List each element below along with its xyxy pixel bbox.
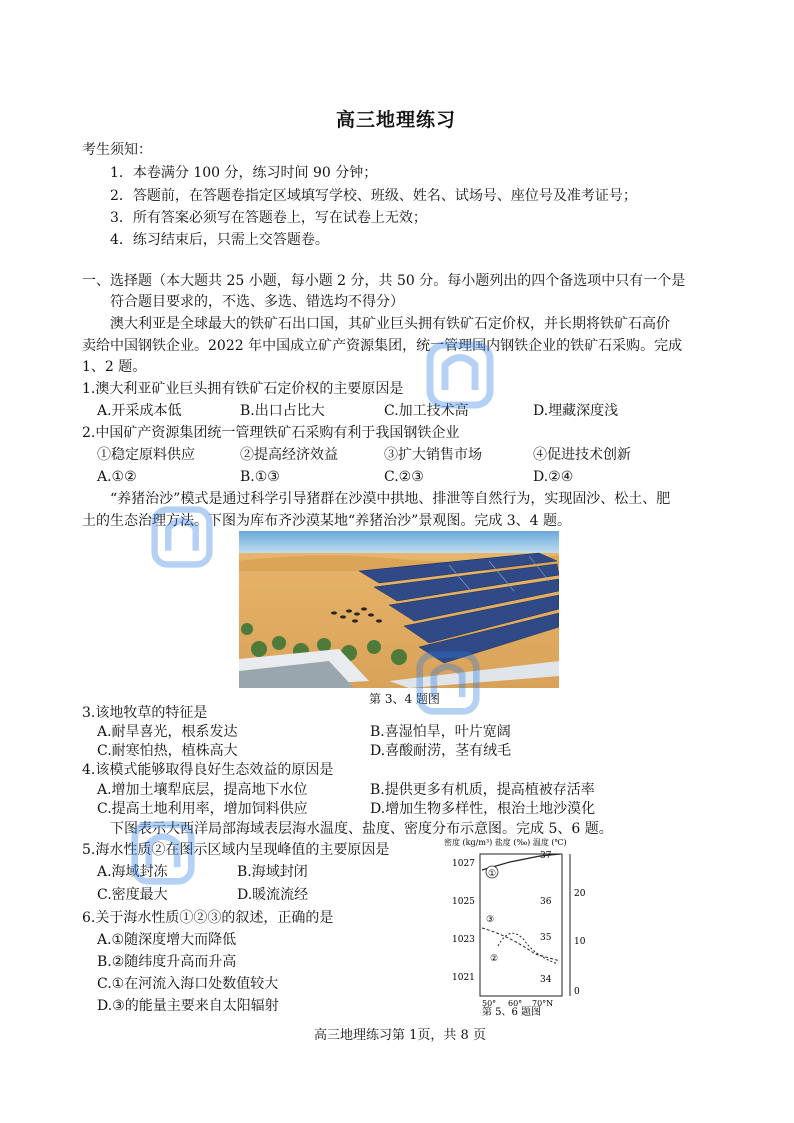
q1-option-b: B.出口占比大 <box>240 403 325 419</box>
q2-option-d: D.②④ <box>533 469 574 485</box>
q5-stem: 5.海水性质②在图示区域内呈现峰值的主要原因是 <box>82 842 390 858</box>
q2-item-2: ②提高经济效益 <box>240 447 338 463</box>
q2-option-c: C.②③ <box>384 469 424 485</box>
q1-option-a: A.开采成本低 <box>97 403 182 419</box>
tick-36: 36 <box>540 897 552 907</box>
tick-35: 35 <box>540 933 552 943</box>
section1-heading-cont: 符合题目要求的，不选、多选、错选均不得分） <box>110 294 404 310</box>
q4-stem: 4.该模式能够取得良好生态效益的原因是 <box>82 762 334 778</box>
q3-option-c: C.耐寒怕热，植株高大 <box>97 743 238 759</box>
tick-37: 37 <box>540 851 552 861</box>
temperature-ticks <box>574 889 586 997</box>
x-tick-60: 60° <box>508 999 523 1008</box>
notice-item-4: 4．练习结束后，只需上交答题卷。 <box>110 232 329 248</box>
q3-option-a: A.耐旱喜光，根系发达 <box>97 724 238 740</box>
photo-illustration <box>239 531 559 688</box>
q1-option-c: C.加工技术高 <box>384 403 469 419</box>
q3-option-d: D.喜酸耐涝，茎有绒毛 <box>370 743 512 759</box>
q4-option-a: A.增加土壤犁底层，提高地下水位 <box>97 782 308 798</box>
tick-1023: 1023 <box>452 935 475 945</box>
q5-option-a: A.海域封冻 <box>97 864 168 880</box>
q6-option-c: C.①在河流入海口处数值较大 <box>97 976 279 992</box>
fig-header: 密度 (kg/m³) 盐度 (‰) 温度 (℃) <box>444 838 567 847</box>
page-title: 高三地理练习 <box>336 109 457 131</box>
tick-10: 10 <box>574 937 586 947</box>
sea-properties-diagram <box>440 836 590 1016</box>
q1-stem: 1.澳大利亚矿业巨头拥有铁矿石定价权的主要原因是 <box>82 381 404 397</box>
tick-1025: 1025 <box>452 897 475 907</box>
figure-caption: 第 5、6 题图 <box>482 1007 542 1016</box>
q2-item-4: ④促进技术创新 <box>533 447 631 463</box>
q4-option-b: B.提供更多有机质，提高植被存活率 <box>370 782 595 798</box>
q6-stem: 6.关于海水性质①②③的叙述，正确的是 <box>82 910 334 926</box>
passage-1-line-2: 卖给中国钢铁企业。2022 年中国成立矿产资源集团，统一管理国内钢铁企业的铁矿石采购。完成 <box>82 338 683 354</box>
notice-item-3: 3．所有答案必须写在答题卷上，写在试卷上无效； <box>110 210 427 226</box>
tick-20: 20 <box>574 889 586 899</box>
page-footer: 高三地理练习第 1页，共 8 页 <box>314 1028 486 1043</box>
section1-heading: 一、选择题（本大题共 25 小题，每小题 2 分，共 50 分。每小题列出的四个备选项中只有一个是 <box>82 273 686 289</box>
notice-item-1: 1．本卷满分 100 分，练习时间 90 分钟； <box>110 165 378 181</box>
x-tick-50: 50° <box>482 999 497 1008</box>
q2-item-1: ①稳定原料供应 <box>97 447 195 463</box>
x-tick-70: 70°N <box>532 999 554 1008</box>
q1-option-d: D.埋藏深度浅 <box>533 403 619 419</box>
tick-34: 34 <box>540 975 552 985</box>
label-3: ③ <box>486 915 495 925</box>
passage-2-line-1: “养猪治沙”模式是通过科学引导猪群在沙漠中拱地、排泄等自然行为，实现固沙、松土、肥 <box>110 491 671 507</box>
label-2: ② <box>490 954 499 964</box>
q3-stem: 3.该地牧草的特征是 <box>82 705 208 721</box>
q2-stem: 2.中国矿产资源集团统一管理铁矿石采购有利于我国钢铁企业 <box>82 425 460 441</box>
q3-option-b: B.喜湿怕旱，叶片宽阔 <box>370 724 511 740</box>
q4-option-c: C.提高土地利用率，增加饲料供应 <box>97 801 308 817</box>
q6-option-d: D.③的能量主要来自太阳辐射 <box>97 998 279 1014</box>
density-ticks <box>452 859 475 983</box>
passage-3: 下图表示大西洋局部海域表层海水温度、盐度、密度分布示意图。完成 5、6 题。 <box>110 821 613 837</box>
q5-option-d: D.暖流流经 <box>237 887 309 903</box>
salinity-ticks <box>540 851 552 985</box>
q5-option-b: B.海域封闭 <box>237 864 308 880</box>
q6-option-a: A.①随深度增大而降低 <box>97 932 237 948</box>
passage-1-line-1: 澳大利亚是全球最大的铁矿石出口国，其矿业巨头拥有铁矿石定价权，并长期将铁矿石高价 <box>110 316 670 332</box>
q2-option-a: A.①② <box>97 469 137 485</box>
desert-farm-photo <box>239 531 559 688</box>
q5-option-c: C.密度最大 <box>97 887 168 903</box>
tick-1027: 1027 <box>452 859 475 869</box>
tick-0: 0 <box>574 987 580 997</box>
photo-caption: 第 3、4 题图 <box>369 692 440 706</box>
tick-1021: 1021 <box>452 973 475 983</box>
label-1: ① <box>488 869 497 879</box>
q6-option-b: B.②随纬度升高而升高 <box>97 954 237 970</box>
notice-heading: 考生须知： <box>82 142 152 158</box>
q4-option-d: D.增加生物多样性，根治土地沙漠化 <box>370 801 596 817</box>
notice-item-2: 2．答题前，在答题卷指定区域填写学校、班级、姓名、试场号、座位号及准考证号； <box>110 188 637 204</box>
q2-option-b: B.①③ <box>240 469 280 485</box>
q2-item-3: ③扩大销售市场 <box>384 447 482 463</box>
passage-2-line-2: 土的生态治理方法。下图为库布齐沙漠某地“养猪治沙”景观图。完成 3、4 题。 <box>82 513 572 529</box>
passage-1-line-3: 1、2 题。 <box>82 359 147 375</box>
